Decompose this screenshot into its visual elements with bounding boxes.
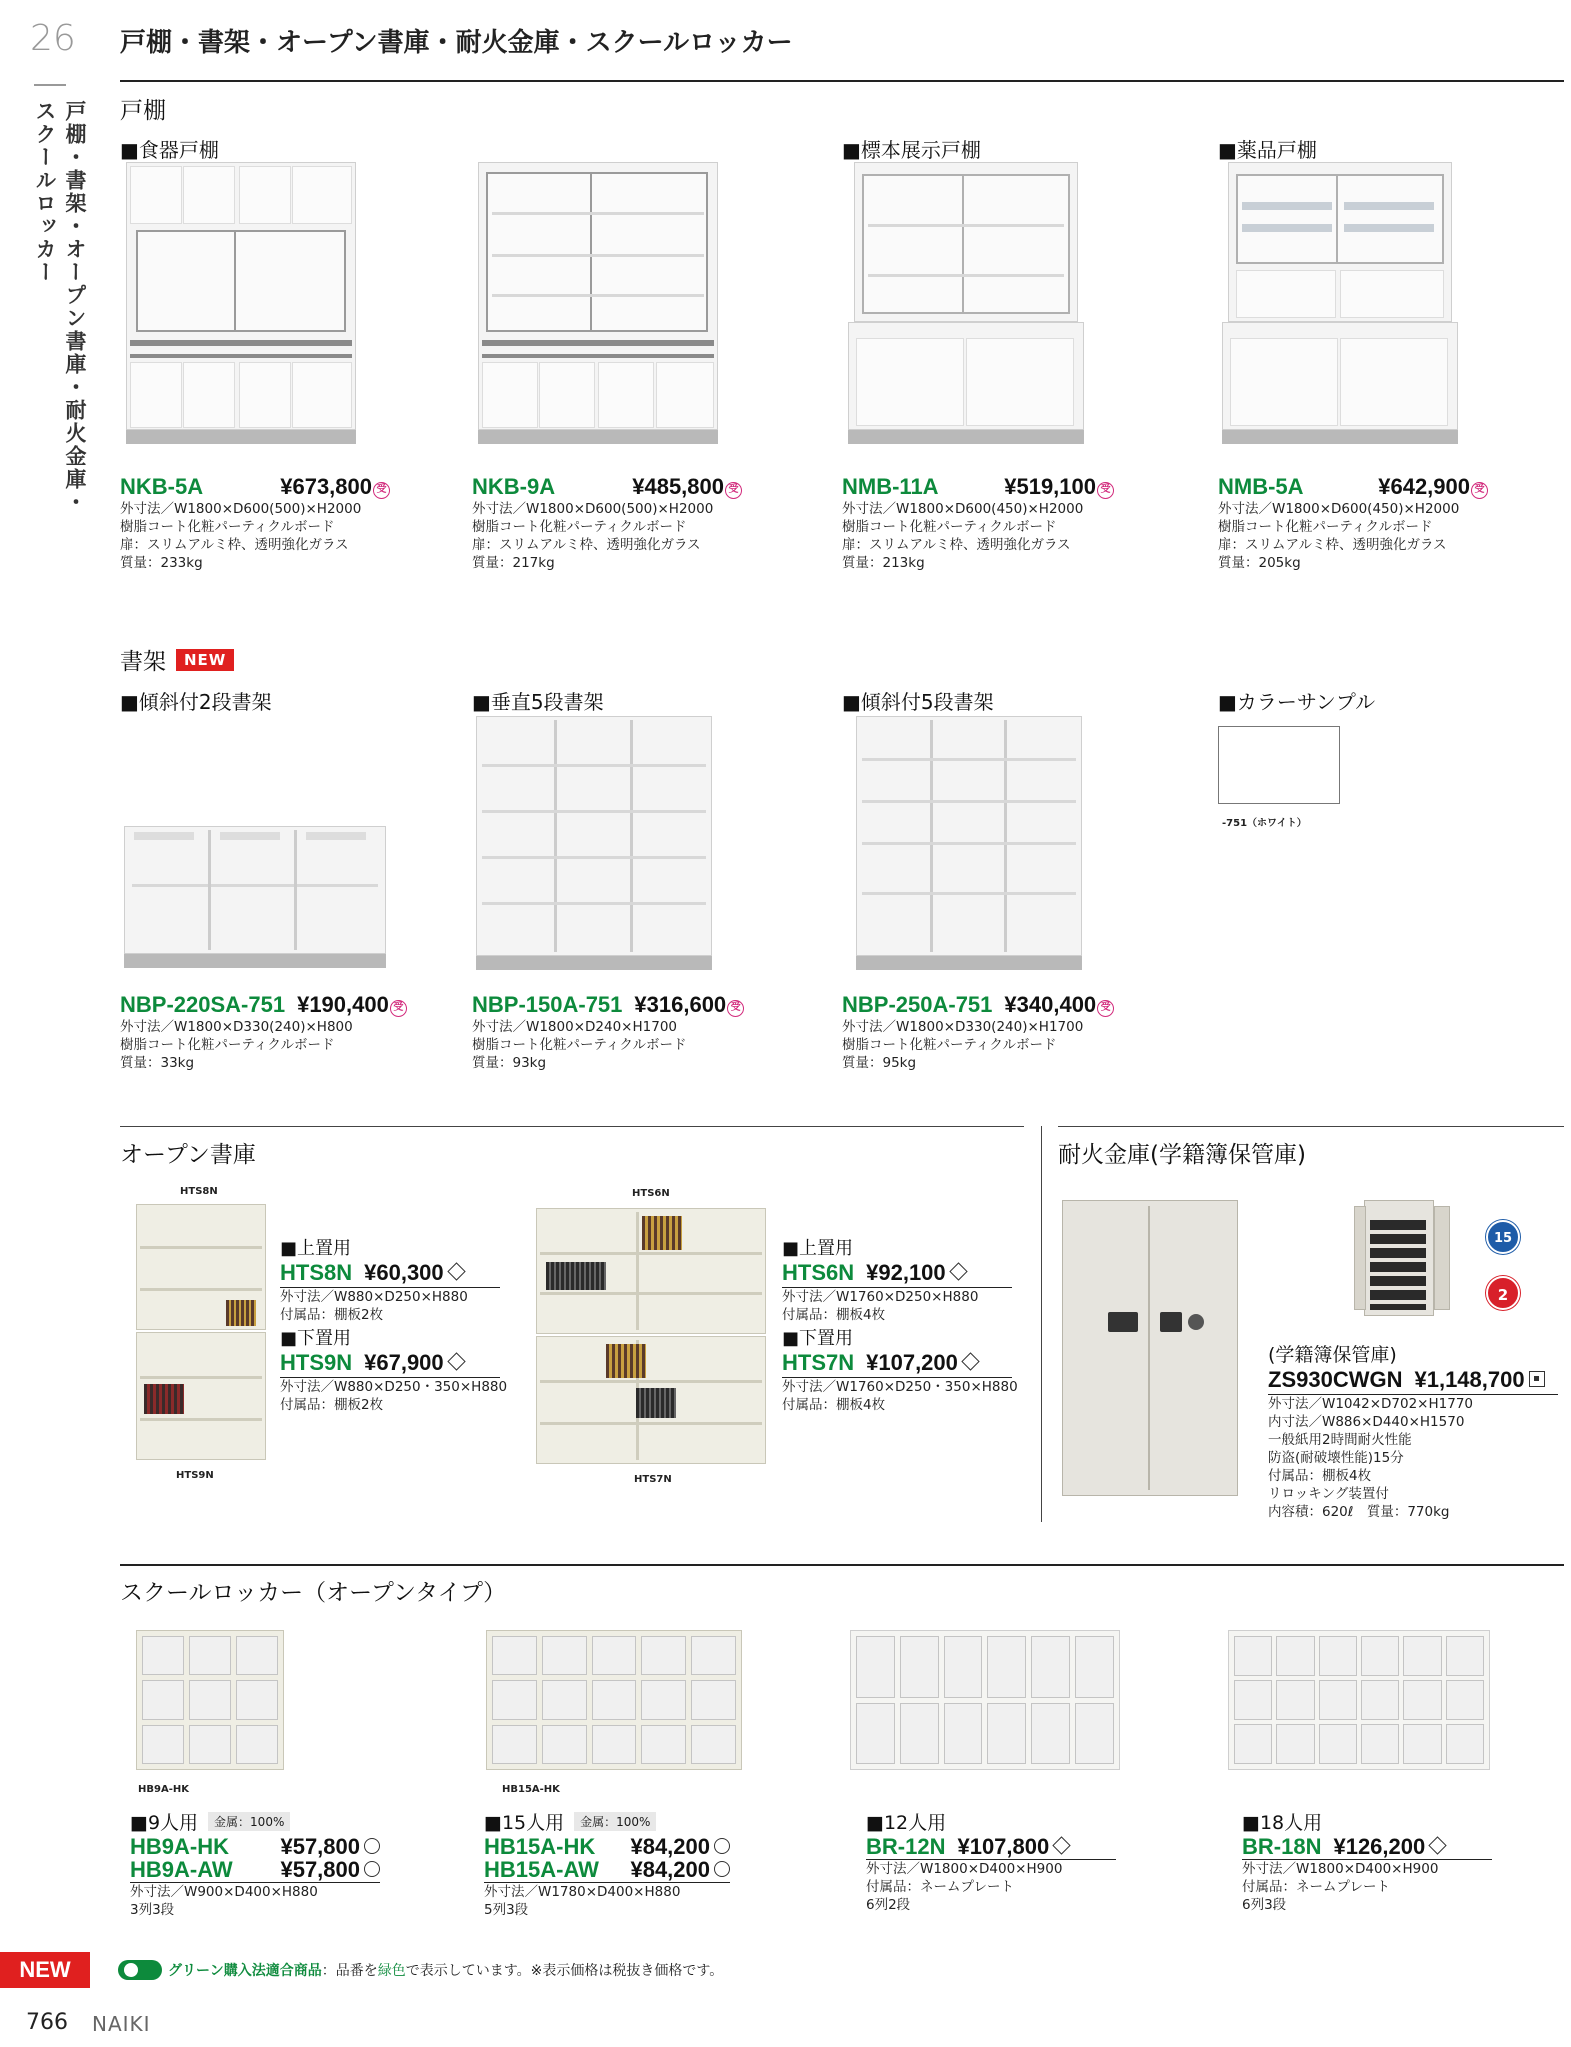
model-number: NBP-220SA-751 xyxy=(120,992,286,1017)
chapter-vertical-title: 戸棚・書架・オープン書庫・耐火金庫・スクールロッカー xyxy=(33,100,87,514)
price: ¥67,900 xyxy=(364,1350,444,1375)
diamond-mark-icon xyxy=(1429,1836,1447,1854)
color-sample-title: ■カラーサンプル xyxy=(1218,690,1376,714)
lower-label: ■下置用 xyxy=(280,1328,352,1349)
spec-line: 樹脂コート化粧パーティクルボード xyxy=(472,1037,687,1053)
order-mark-icon: 受 xyxy=(1471,482,1488,499)
burglary-rating-icon: 15 xyxy=(1486,1220,1520,1254)
circle-mark-icon xyxy=(364,1838,380,1854)
green-purchase-label: グリーン購入法適合商品 xyxy=(168,1963,322,1979)
spec-line: 外寸法／W1800×D330(240)×H1700 xyxy=(842,1019,1084,1035)
capacity-label: ■18人用 xyxy=(1242,1812,1323,1834)
spec-line: 6列3段 xyxy=(1242,1897,1287,1913)
spec-line: 外寸法／W1042×D702×H1770 xyxy=(1268,1396,1473,1412)
spec-line: 外寸法／W900×D400×H880 xyxy=(130,1884,318,1900)
spec-line: 樹脂コート化粧パーティクルボード xyxy=(842,519,1057,535)
chapter-divider xyxy=(34,84,66,86)
chapter-number: 26 xyxy=(30,18,76,59)
model-number: HB15A-AW xyxy=(484,1857,599,1882)
price: ¥340,400 xyxy=(1004,992,1097,1017)
fire-rating-icon: 2 xyxy=(1486,1276,1520,1310)
image-label-hts6n: HTS6N xyxy=(632,1188,670,1199)
spec-line: 質量：33kg xyxy=(120,1055,195,1071)
image-label-hts9n: HTS9N xyxy=(176,1470,214,1481)
spec-line: 外寸法／W1800×D400×H900 xyxy=(1242,1861,1439,1877)
price: ¥485,800 xyxy=(632,474,724,499)
spec-line: 質量：205kg xyxy=(1218,555,1301,571)
spec-line: 外寸法／W1760×D250×H880 xyxy=(782,1289,979,1305)
metal-ratio: 金属：100% xyxy=(574,1812,656,1831)
color-swatch-white xyxy=(1218,726,1340,804)
spec-line: 外寸法／W1800×D600(500)×H2000 xyxy=(472,501,714,517)
nbp-150a-image xyxy=(476,716,712,970)
footer-note xyxy=(118,1960,723,1980)
nmb-11a-image xyxy=(848,162,1084,444)
section-safe-title: 耐火金庫(学籍簿保管庫) xyxy=(1058,1142,1306,1168)
model-number: NBP-250A-751 xyxy=(842,992,993,1017)
model-number: ZS930CWGN xyxy=(1268,1367,1403,1392)
upper-label: ■上置用 xyxy=(280,1238,352,1259)
spec-line: 扉：スリムアルミ枠、透明強化ガラス xyxy=(1218,537,1447,553)
order-mark-icon: 受 xyxy=(1097,1000,1114,1017)
open-section-rule xyxy=(120,1126,1024,1127)
diamond-mark-icon xyxy=(1053,1836,1071,1854)
hb15a-image xyxy=(486,1630,742,1776)
spec-line: 防盗(耐破壊性能)15分 xyxy=(1268,1450,1404,1466)
square-mark-icon xyxy=(1529,1371,1545,1387)
hb9a-image xyxy=(136,1630,284,1776)
nkb-5a-image xyxy=(126,162,356,444)
product-hb9a xyxy=(130,1808,380,1919)
shoka-sub-1: ■傾斜付2段書架 xyxy=(120,690,272,714)
metal-ratio: 金属：100% xyxy=(208,1812,290,1831)
product-hts8n-hts9n xyxy=(280,1234,508,1414)
capacity-label: ■9人用 xyxy=(130,1812,199,1834)
hts8n-hts9n-image xyxy=(136,1204,266,1460)
spec-line: 内容積：620ℓ 質量：770kg xyxy=(1268,1504,1450,1520)
spec-line: 外寸法／W1800×D330(240)×H800 xyxy=(120,1019,353,1035)
spec-line: 3列3段 xyxy=(130,1902,175,1918)
spec-line: 外寸法／W1800×D600(450)×H2000 xyxy=(842,501,1084,517)
spec-line: 外寸法／W1760×D250・350×H880 xyxy=(782,1379,1018,1395)
capacity-label: ■15人用 xyxy=(484,1812,565,1834)
spec-line: 外寸法／W1800×D400×H900 xyxy=(866,1861,1063,1877)
model-number: NBP-150A-751 xyxy=(472,992,623,1017)
model-number: BR-18N xyxy=(1242,1834,1322,1859)
header-rule xyxy=(120,80,1564,82)
circle-mark-icon xyxy=(364,1861,380,1877)
product-zs930cwgn xyxy=(1268,1340,1558,1521)
model-number: HB15A-HK xyxy=(484,1834,596,1859)
model-number: HTS9N xyxy=(280,1350,353,1375)
price: ¥107,800 xyxy=(957,1834,1050,1859)
spec-line: 扉：スリムアルミ枠、透明強化ガラス xyxy=(472,537,701,553)
diamond-mark-icon xyxy=(961,1352,979,1370)
spec-line: 外寸法／W880×D250×H880 xyxy=(280,1289,468,1305)
footer-note-part1: ：品番を xyxy=(321,1963,378,1979)
image-label-hb9a: HB9A-HK xyxy=(138,1784,189,1795)
spec-line: 外寸法／W1800×D600(450)×H2000 xyxy=(1218,501,1460,517)
spec-line: 質量：93kg xyxy=(472,1055,547,1071)
price: ¥57,800 xyxy=(280,1857,360,1882)
todana-sub-4: ■薬品戸棚 xyxy=(1218,138,1317,162)
order-mark-icon: 受 xyxy=(727,1000,744,1017)
section-open-title: オープン書庫 xyxy=(120,1142,256,1168)
safe-closed-image xyxy=(1062,1200,1238,1496)
spec-line: 外寸法／W880×D250・350×H880 xyxy=(280,1379,508,1395)
price: ¥107,200 xyxy=(866,1350,958,1375)
locker-section-rule xyxy=(120,1564,1564,1566)
safe-open-image xyxy=(1354,1200,1454,1320)
spec-line: 付属品：棚板4枚 xyxy=(1268,1468,1372,1484)
spec-line: 付属品：棚板4枚 xyxy=(782,1307,886,1323)
nbp-250a-image xyxy=(856,716,1082,970)
section-locker-title: スクールロッカー（オープンタイプ） xyxy=(120,1580,507,1606)
green-leaf-icon xyxy=(118,1960,162,1980)
section-todana-title: 戸棚 xyxy=(120,98,166,124)
spec-line: 5列3段 xyxy=(484,1902,529,1918)
price: ¥642,900 xyxy=(1378,474,1470,499)
spec-line: 一般紙用2時間耐火性能 xyxy=(1268,1432,1412,1448)
spec-line: 扉：スリムアルミ枠、透明強化ガラス xyxy=(120,537,349,553)
order-mark-icon: 受 xyxy=(1097,482,1114,499)
model-number: HB9A-AW xyxy=(130,1857,233,1882)
nmb-5a-image xyxy=(1222,162,1458,444)
product-nkb-5a xyxy=(120,474,390,572)
br-18n-image xyxy=(1228,1630,1490,1776)
safe-caption: (学籍簿保管庫) xyxy=(1268,1344,1397,1366)
price: ¥519,100 xyxy=(1004,474,1096,499)
product-hb15a xyxy=(484,1808,730,1919)
product-br-18n xyxy=(1242,1808,1492,1914)
model-number: NKB-5A xyxy=(120,474,204,499)
price: ¥84,200 xyxy=(630,1834,710,1859)
section-shoka-title: 書架 xyxy=(120,649,166,675)
spec-line: 付属品：棚板2枚 xyxy=(280,1397,384,1413)
footer-new-badge: NEW xyxy=(0,1952,90,1988)
model-number: HB9A-HK xyxy=(130,1834,229,1859)
order-mark-icon: 受 xyxy=(373,482,390,499)
order-mark-icon: 受 xyxy=(390,1000,407,1017)
circle-mark-icon xyxy=(714,1838,730,1854)
lower-label: ■下置用 xyxy=(782,1328,854,1349)
image-label-hb15a: HB15A-HK xyxy=(502,1784,560,1795)
spec-line: 付属品：棚板2枚 xyxy=(280,1307,384,1323)
spec-line: 6列2段 xyxy=(866,1897,911,1913)
capacity-label: ■12人用 xyxy=(866,1812,947,1834)
spec-line: 樹脂コート化粧パーティクルボード xyxy=(120,519,335,535)
price: ¥57,800 xyxy=(280,1834,360,1859)
price: ¥126,200 xyxy=(1333,1834,1426,1859)
product-br-12n xyxy=(866,1808,1116,1914)
hts6n-hts7n-image xyxy=(536,1208,766,1464)
section-shoka-title-row xyxy=(120,643,234,676)
spec-line: 外寸法／W1780×D400×H880 xyxy=(484,1884,681,1900)
brand-name: NAIKI xyxy=(92,2012,151,2036)
price: ¥1,148,700 xyxy=(1414,1367,1525,1392)
spec-line: 質量：233kg xyxy=(120,555,203,571)
nbp-220sa-image xyxy=(124,826,386,970)
model-number: BR-12N xyxy=(866,1834,946,1859)
price: ¥92,100 xyxy=(866,1260,946,1285)
page-title: 戸棚・書架・オープン書庫・耐火金庫・スクールロッカー xyxy=(120,28,793,58)
spec-line: 付属品：ネームプレート xyxy=(866,1879,1014,1895)
section-divider-vertical xyxy=(1041,1126,1042,1522)
product-nbp-250a xyxy=(842,992,1142,1072)
footer-green-word: 緑色 xyxy=(377,1963,406,1979)
model-number: NMB-5A xyxy=(1218,474,1304,499)
color-swatch-label: -751（ホワイト） xyxy=(1222,818,1307,829)
spec-line: 樹脂コート化粧パーティクルボード xyxy=(120,1037,335,1053)
product-hts6n-hts7n xyxy=(782,1234,1018,1414)
shoka-sub-3: ■傾斜付5段書架 xyxy=(842,690,994,714)
product-nkb-9a xyxy=(472,474,742,572)
circle-mark-icon xyxy=(714,1861,730,1877)
new-badge: NEW xyxy=(176,649,234,671)
price: ¥673,800 xyxy=(280,474,372,499)
spec-line: 樹脂コート化粧パーティクルボード xyxy=(842,1037,1057,1053)
spec-line: 質量：95kg xyxy=(842,1055,917,1071)
spec-line: 樹脂コート化粧パーティクルボード xyxy=(1218,519,1433,535)
product-nbp-220sa xyxy=(120,992,420,1072)
model-number: HTS7N xyxy=(782,1350,855,1375)
diamond-mark-icon xyxy=(447,1262,465,1280)
nkb-9a-image xyxy=(478,162,718,444)
upper-label: ■上置用 xyxy=(782,1238,854,1259)
price: ¥60,300 xyxy=(364,1260,444,1285)
image-label-hts7n: HTS7N xyxy=(634,1474,672,1485)
order-mark-icon: 受 xyxy=(725,482,742,499)
spec-line: 質量：217kg xyxy=(472,555,555,571)
spec-line: 扉：スリムアルミ枠、透明強化ガラス xyxy=(842,537,1071,553)
todana-sub-3: ■標本展示戸棚 xyxy=(842,138,981,162)
spec-line: 内寸法／W886×D440×H1570 xyxy=(1268,1414,1465,1430)
image-label-hts8n: HTS8N xyxy=(180,1186,218,1197)
safe-section-rule xyxy=(1058,1126,1564,1127)
todana-sub-1: ■食器戸棚 xyxy=(120,138,219,162)
model-number: HTS8N xyxy=(280,1260,353,1285)
spec-line: 質量：213kg xyxy=(842,555,925,571)
page-number: 766 xyxy=(26,2010,68,2035)
price: ¥316,600 xyxy=(634,992,727,1017)
product-nmb-11a xyxy=(842,474,1114,572)
model-number: NMB-11A xyxy=(842,474,939,499)
spec-line: 付属品：ネームプレート xyxy=(1242,1879,1390,1895)
spec-line: 外寸法／W1800×D600(500)×H2000 xyxy=(120,501,362,517)
spec-line: 樹脂コート化粧パーティクルボード xyxy=(472,519,687,535)
product-nmb-5a xyxy=(1218,474,1488,572)
diamond-mark-icon xyxy=(949,1262,967,1280)
footer-note-part2: で表示しています。※表示価格は税抜き価格です。 xyxy=(405,1963,724,1979)
spec-line: 付属品：棚板4枚 xyxy=(782,1397,886,1413)
diamond-mark-icon xyxy=(447,1352,465,1370)
model-number: HTS6N xyxy=(782,1260,855,1285)
br-12n-image xyxy=(850,1630,1120,1776)
spec-line: 外寸法／W1800×D240×H1700 xyxy=(472,1019,677,1035)
model-number: NKB-9A xyxy=(472,474,556,499)
shoka-sub-2: ■垂直5段書架 xyxy=(472,690,604,714)
product-nbp-150a xyxy=(472,992,772,1072)
price: ¥84,200 xyxy=(630,1857,710,1882)
spec-line: リロッキング装置付 xyxy=(1268,1486,1389,1502)
price: ¥190,400 xyxy=(297,992,389,1017)
